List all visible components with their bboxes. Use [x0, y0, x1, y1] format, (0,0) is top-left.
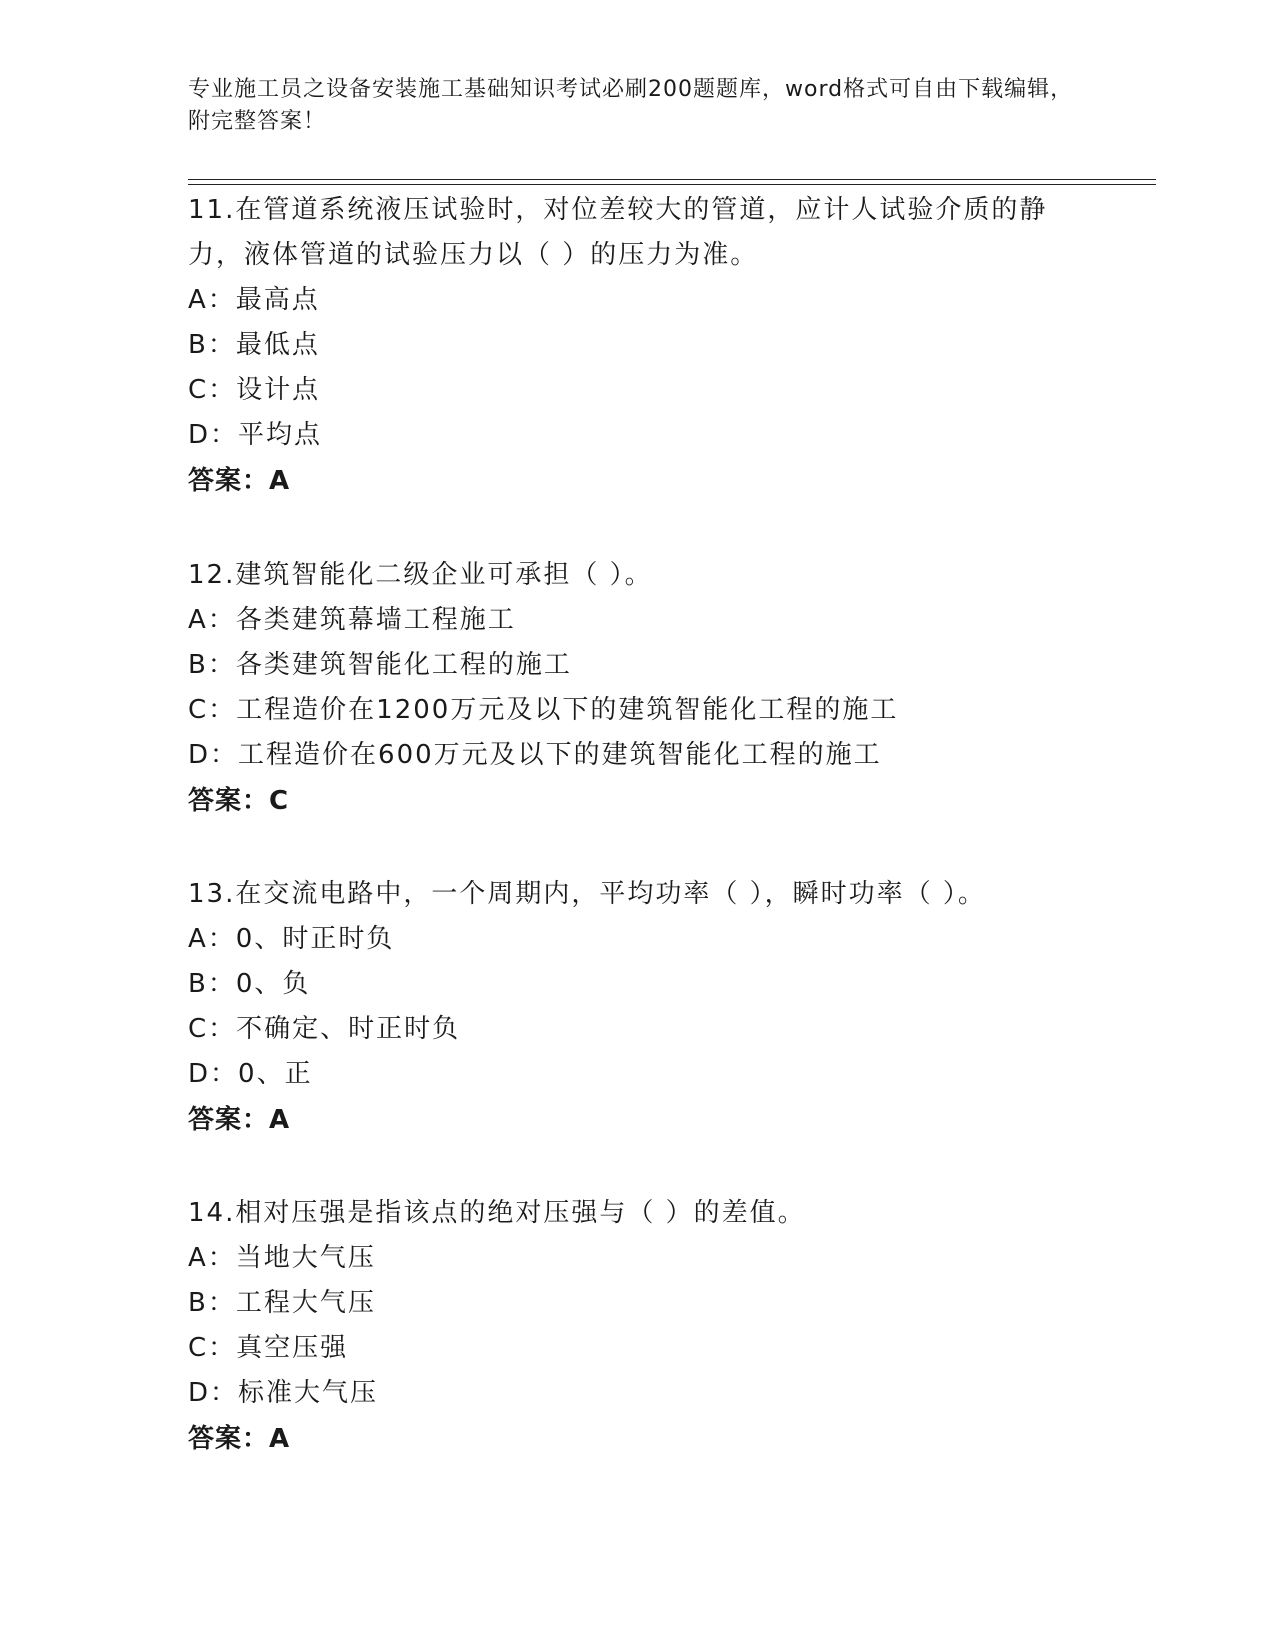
option-a: A：当地大气压 — [188, 1243, 376, 1273]
question-block — [188, 1191, 1088, 1462]
option-d: D：标准大气压 — [188, 1378, 379, 1408]
question-stem: 14.相对压强是指该点的绝对压强与（ ）的差值。 — [188, 1198, 806, 1228]
option-a: A：0、时正时负 — [188, 924, 395, 954]
answer-line: 答案：A — [188, 466, 291, 496]
option-c: C：真空压强 — [188, 1333, 349, 1363]
option-c: C：设计点 — [188, 375, 321, 405]
option-b: B：工程大气压 — [188, 1288, 376, 1318]
question-block — [188, 553, 1088, 824]
header-divider-bottom — [188, 184, 1156, 185]
option-d: D：平均点 — [188, 420, 323, 450]
answer-line: 答案：C — [188, 786, 290, 816]
option-d: D：0、正 — [188, 1059, 313, 1089]
answer-line: 答案：A — [188, 1424, 291, 1454]
question-stem: 11.在管道系统液压试验时，对位差较大的管道，应计人试验介质的静力，液体管道的试验压力以（ ）的压力为准。 — [188, 195, 1048, 270]
header-divider-top — [188, 179, 1156, 180]
question-block — [188, 188, 1088, 504]
option-a: A：各类建筑幕墙工程施工 — [188, 605, 516, 635]
option-b: B：各类建筑智能化工程的施工 — [188, 650, 572, 680]
question-block — [188, 872, 1088, 1143]
option-c: C：不确定、时正时负 — [188, 1014, 461, 1044]
document-header: 专业施工员之设备安装施工基础知识考试必刷200题题库，word格式可自由下载编辑，附完整答案！ — [188, 77, 1074, 134]
option-b: B：最低点 — [188, 330, 320, 360]
option-b: B：0、负 — [188, 969, 311, 999]
answer-line: 答案：A — [188, 1105, 291, 1135]
option-c: C：工程造价在1200万元及以下的建筑智能化工程的施工 — [188, 695, 899, 725]
question-stem: 12.建筑智能化二级企业可承担（ ）。 — [188, 560, 653, 590]
option-a: A：最高点 — [188, 285, 320, 315]
option-d: D：工程造价在600万元及以下的建筑智能化工程的施工 — [188, 740, 882, 770]
question-stem: 13.在交流电路中，一个周期内，平均功率（ ），瞬时功率（ ）。 — [188, 879, 986, 909]
